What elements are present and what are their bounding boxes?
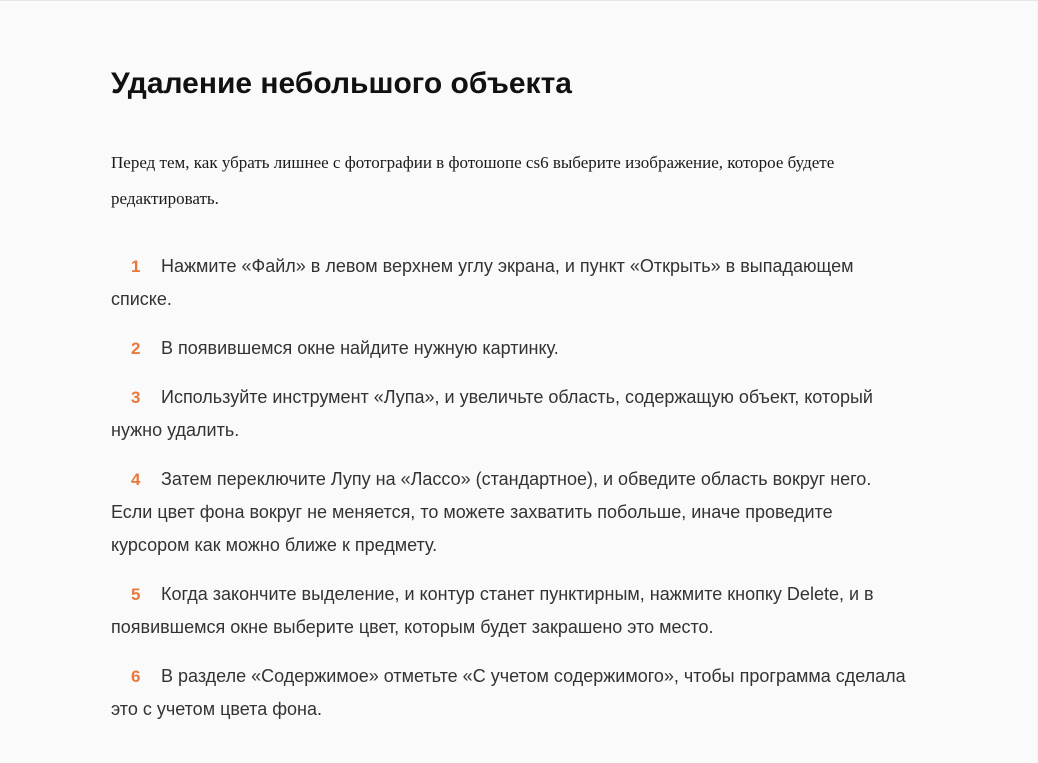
list-item — [111, 250, 911, 316]
step-number: 6 — [131, 667, 141, 686]
step-text: Когда закончите выделение, и контур станет пунктирным, нажмите кнопку Delete, и в появившемся окне выберите цвет, которым будет закрашено это место. — [111, 584, 874, 637]
list-item — [111, 660, 911, 726]
list-item — [111, 578, 911, 644]
step-number: 2 — [131, 339, 141, 358]
step-number: 5 — [131, 585, 141, 604]
steps-list — [111, 250, 911, 742]
step-number: 3 — [131, 388, 141, 407]
list-item — [111, 332, 911, 365]
section-title: Удаление небольшого объекта — [111, 67, 572, 100]
step-text: В появившемся окне найдите нужную картинку. — [161, 338, 559, 358]
list-item — [111, 463, 911, 562]
step-number: 1 — [131, 257, 141, 276]
step-text: Затем переключите Лупу на «Лассо» (стандартное), и обведите область вокруг него. Если цвет фона вокруг не меняется, то можете захватить побольше, иначе проведите курсором как можно ближе к предмету. — [111, 469, 872, 555]
step-text: В разделе «Содержимое» отметьте «С учетом содержимого», чтобы программа сделала это с учетом цвета фона. — [111, 666, 906, 719]
step-number: 4 — [131, 470, 141, 489]
step-text: Используйте инструмент «Лупа», и увеличьте область, содержащую объект, который нужно удалить. — [111, 387, 873, 440]
step-text: Нажмите «Файл» в левом верхнем углу экрана, и пункт «Открыть» в выпадающем списке. — [111, 256, 854, 309]
list-item — [111, 381, 911, 447]
intro-paragraph: Перед тем, как убрать лишнее с фотографии в фотошопе cs6 выберите изображение, которое будете редактировать. — [111, 153, 835, 208]
